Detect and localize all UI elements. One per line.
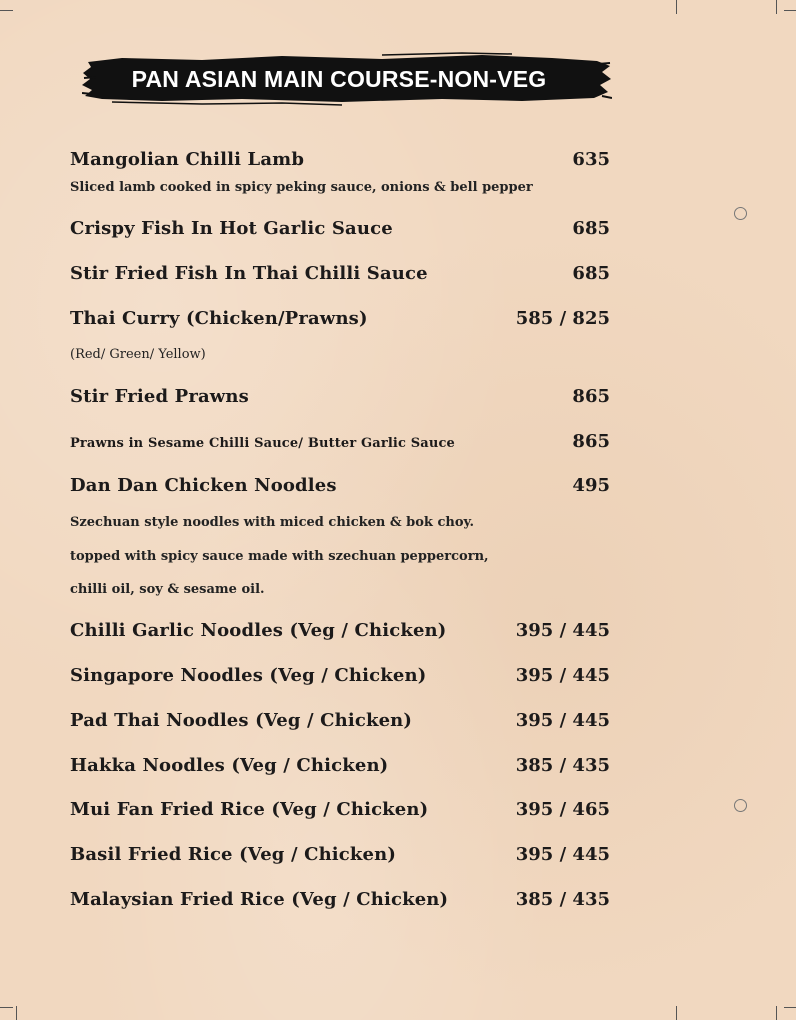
item-price: 385 / 435 [515, 889, 610, 910]
item-name: Pad Thai Noodles (Veg / Chicken) [70, 710, 413, 731]
crop-mark [0, 10, 13, 11]
crop-mark [676, 1006, 677, 1020]
item-price: 395 / 445 [515, 844, 610, 865]
item-price: 585 / 825 [515, 308, 610, 329]
menu-item [70, 840, 610, 870]
item-name: Prawns in Sesame Chilli Sauce/ Butter Garlic Sauce [70, 436, 455, 451]
item-name: Hakka Noodles (Veg / Chicken) [70, 755, 389, 776]
item-name: Thai Curry (Chicken/Prawns) [70, 308, 368, 329]
page-title: PAN ASIAN MAIN COURSE-NON-VEG [131, 65, 547, 92]
item-price: 685 [572, 263, 610, 284]
crop-mark [784, 10, 796, 11]
crop-mark [16, 1006, 17, 1020]
item-price: 385 / 435 [515, 755, 610, 776]
menu-item [70, 427, 610, 457]
menu-item [70, 471, 610, 501]
crop-mark [776, 1006, 777, 1020]
menu-item [70, 259, 610, 289]
item-name: Stir Fried Fish In Thai Chilli Sauce [70, 263, 428, 284]
item-price: 865 [572, 431, 610, 452]
item-description: chilli oil, soy & sesame oil. [70, 582, 265, 597]
menu-item [70, 382, 610, 412]
crop-mark [776, 0, 777, 14]
item-name: Singapore Noodles (Veg / Chicken) [70, 665, 427, 686]
item-name: Basil Fried Rice (Veg / Chicken) [70, 844, 397, 865]
menu-item [70, 795, 610, 825]
item-name: Mui Fan Fried Rice (Veg / Chicken) [70, 799, 429, 820]
item-name: Mangolian Chilli Lamb [70, 149, 305, 170]
menu-item [70, 706, 610, 736]
menu-item [70, 145, 610, 175]
menu-item [70, 661, 610, 691]
item-description: topped with spicy sauce made with szechuan peppercorn, [70, 549, 489, 564]
item-name: Malaysian Fried Rice (Veg / Chicken) [70, 889, 449, 910]
crop-mark [784, 1007, 796, 1008]
item-price: 865 [572, 386, 610, 407]
item-description: (Red/ Green/ Yellow) [70, 347, 206, 362]
item-name: Crispy Fish In Hot Garlic Sauce [70, 218, 393, 239]
item-price: 395 / 445 [515, 710, 610, 731]
menu-item [70, 885, 610, 915]
item-price: 395 / 445 [515, 620, 610, 641]
item-description: Szechuan style noodles with miced chicken & bok choy. [70, 515, 475, 530]
item-name: Dan Dan Chicken Noodles [70, 475, 337, 496]
menu-item [70, 214, 610, 244]
item-price: 395 / 445 [515, 665, 610, 686]
item-price: 495 [572, 475, 610, 496]
menu-item [70, 751, 610, 781]
item-description: Sliced lamb cooked in spicy peking sauce, onions & bell pepper [70, 180, 533, 195]
item-price: 395 / 465 [515, 799, 610, 820]
crop-mark [676, 0, 677, 14]
menu-item [70, 616, 610, 646]
item-price: 635 [572, 149, 610, 170]
item-name: Chilli Garlic Noodles (Veg / Chicken) [70, 620, 447, 641]
binder-hole-marker [734, 799, 747, 812]
menu-item [70, 304, 610, 334]
binder-hole-marker [734, 207, 747, 220]
section-header-banner [82, 52, 612, 106]
item-price: 685 [572, 218, 610, 239]
crop-mark [0, 1007, 13, 1008]
item-name: Stir Fried Prawns [70, 386, 249, 407]
